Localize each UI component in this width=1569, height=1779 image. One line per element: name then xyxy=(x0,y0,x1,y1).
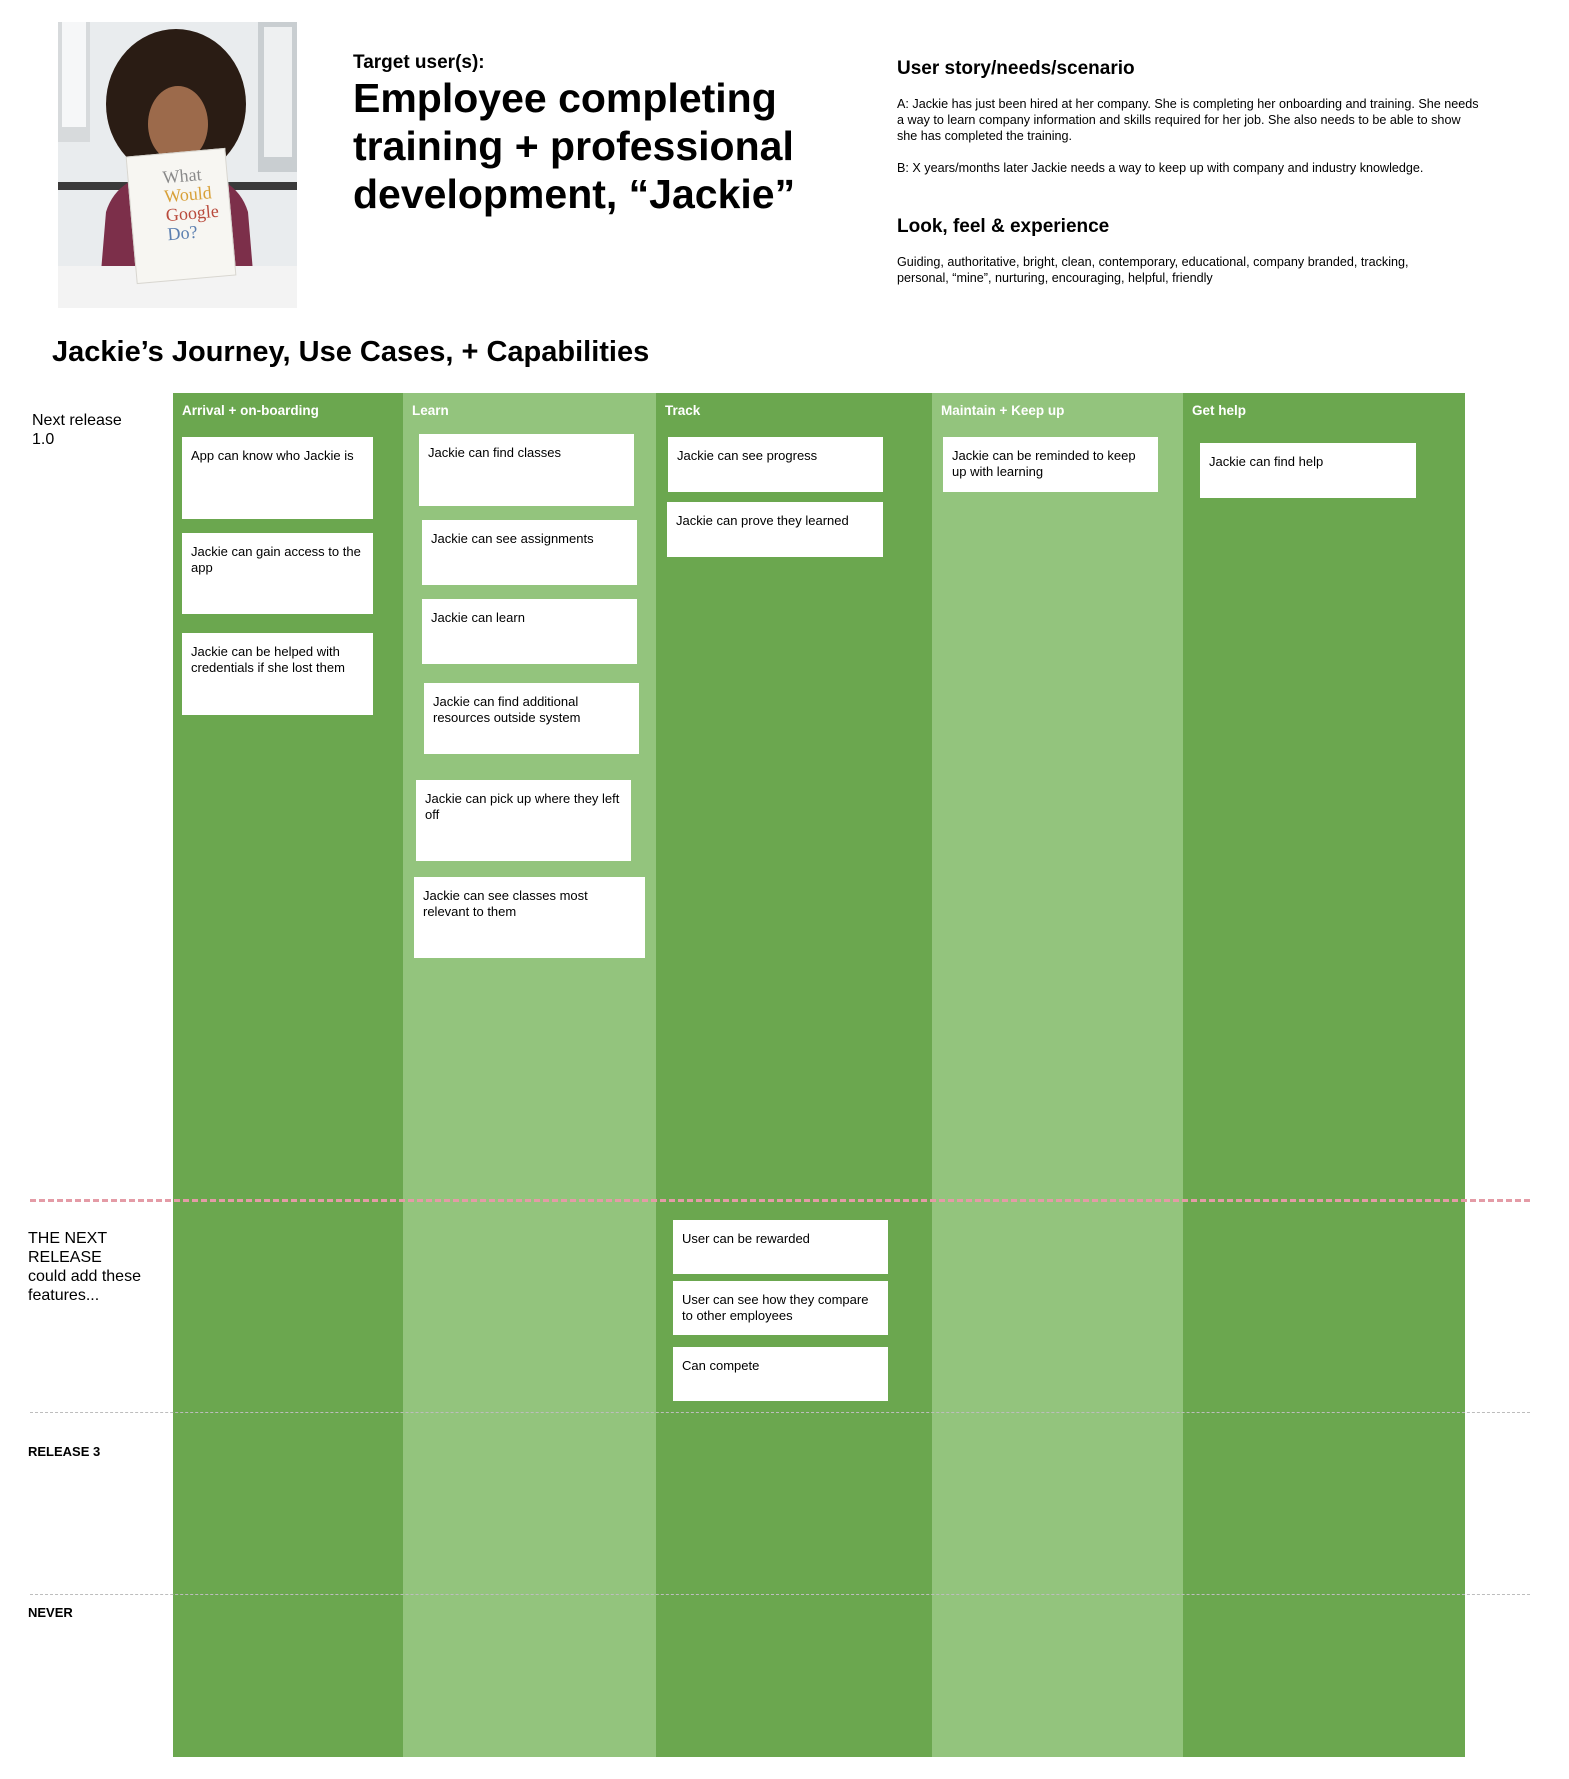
row-label-line: 1.0 xyxy=(32,431,55,448)
row-label-line: RELEASE xyxy=(28,1249,102,1266)
card-find-help: Jackie can find help xyxy=(1200,443,1416,498)
look-body: Guiding, authoritative, bright, clean, contemporary, educational, company branded, tracking, personal, “mine”, nurturing, encouraging, helpful, friendly xyxy=(897,255,1409,285)
story-paragraph-b: B: X years/months later Jackie needs a way to keep up with company and industry knowledge. xyxy=(897,161,1424,175)
row-label-line: Next release xyxy=(32,412,122,429)
card-see-progress: Jackie can see progress xyxy=(668,437,883,492)
card-compare-employees: User can see how they compare to other employees xyxy=(673,1281,888,1335)
card-credentials-help: Jackie can be helped with credentials if she lost them xyxy=(182,633,373,715)
column-label: Get help xyxy=(1192,403,1247,418)
row-label-next-release xyxy=(32,411,122,449)
card-compete: Can compete xyxy=(673,1347,888,1401)
column-label: Track xyxy=(665,403,701,418)
column-label: Learn xyxy=(412,403,449,418)
release-divider-dashed xyxy=(30,1199,1530,1202)
column-learn xyxy=(403,393,656,1757)
target-label: Target user(s): xyxy=(353,52,485,73)
row-label-line: could add these xyxy=(28,1268,141,1285)
card-relevant-classes: Jackie can see classes most relevant to them xyxy=(414,877,645,958)
card-reminded-keep-up: Jackie can be reminded to keep up with learning xyxy=(943,437,1158,492)
book-title-line: Google xyxy=(165,200,220,226)
row-label-release-3: RELEASE 3 xyxy=(28,1444,101,1459)
column-label: Maintain + Keep up xyxy=(941,403,1065,418)
row-label-never: NEVER xyxy=(28,1605,73,1620)
target-title: Employee completing training + professional development, “Jackie” xyxy=(353,75,796,217)
book-title-line: What xyxy=(161,164,203,188)
story-body xyxy=(897,96,1479,192)
row-label-the-next-release xyxy=(28,1229,141,1305)
column-track xyxy=(656,393,932,1757)
story-paragraph-a: A: Jackie has just been hired at her company. She is completing her onboarding and training. She needs a way to learn company information and skills required for her job. She also needs to be able to show she has completed the training. xyxy=(897,97,1479,143)
card-gain-access: Jackie can gain access to the app xyxy=(182,533,373,614)
column-maintain-keep-up xyxy=(932,393,1183,1757)
card-be-rewarded: User can be rewarded xyxy=(673,1220,888,1274)
row-label-line: THE NEXT xyxy=(28,1230,108,1247)
card-prove-learned: Jackie can prove they learned xyxy=(667,502,883,557)
card-additional-resources: Jackie can find additional resources outside system xyxy=(424,683,639,754)
book xyxy=(126,148,237,284)
release-divider-dotted xyxy=(30,1594,1530,1595)
book-title-line: Would xyxy=(163,182,213,207)
card-find-classes: Jackie can find classes xyxy=(419,434,634,506)
book-title-line: Do? xyxy=(166,221,199,245)
card-learn: Jackie can learn xyxy=(422,599,637,664)
card-see-assignments: Jackie can see assignments xyxy=(422,520,637,585)
card-pick-up-where-left-off: Jackie can pick up where they left off xyxy=(416,780,631,861)
journey-title: Jackie’s Journey, Use Cases, + Capabilities xyxy=(52,336,650,368)
row-label-line: features... xyxy=(28,1287,100,1304)
card-know-who-jackie-is: App can know who Jackie is xyxy=(182,437,373,519)
persona-photo xyxy=(58,22,297,308)
column-get-help xyxy=(1183,393,1465,1757)
look-heading: Look, feel & experience xyxy=(897,216,1110,237)
column-label: Arrival + on-boarding xyxy=(182,403,319,418)
release-divider-dotted xyxy=(30,1412,1530,1413)
story-heading: User story/needs/scenario xyxy=(897,58,1135,79)
